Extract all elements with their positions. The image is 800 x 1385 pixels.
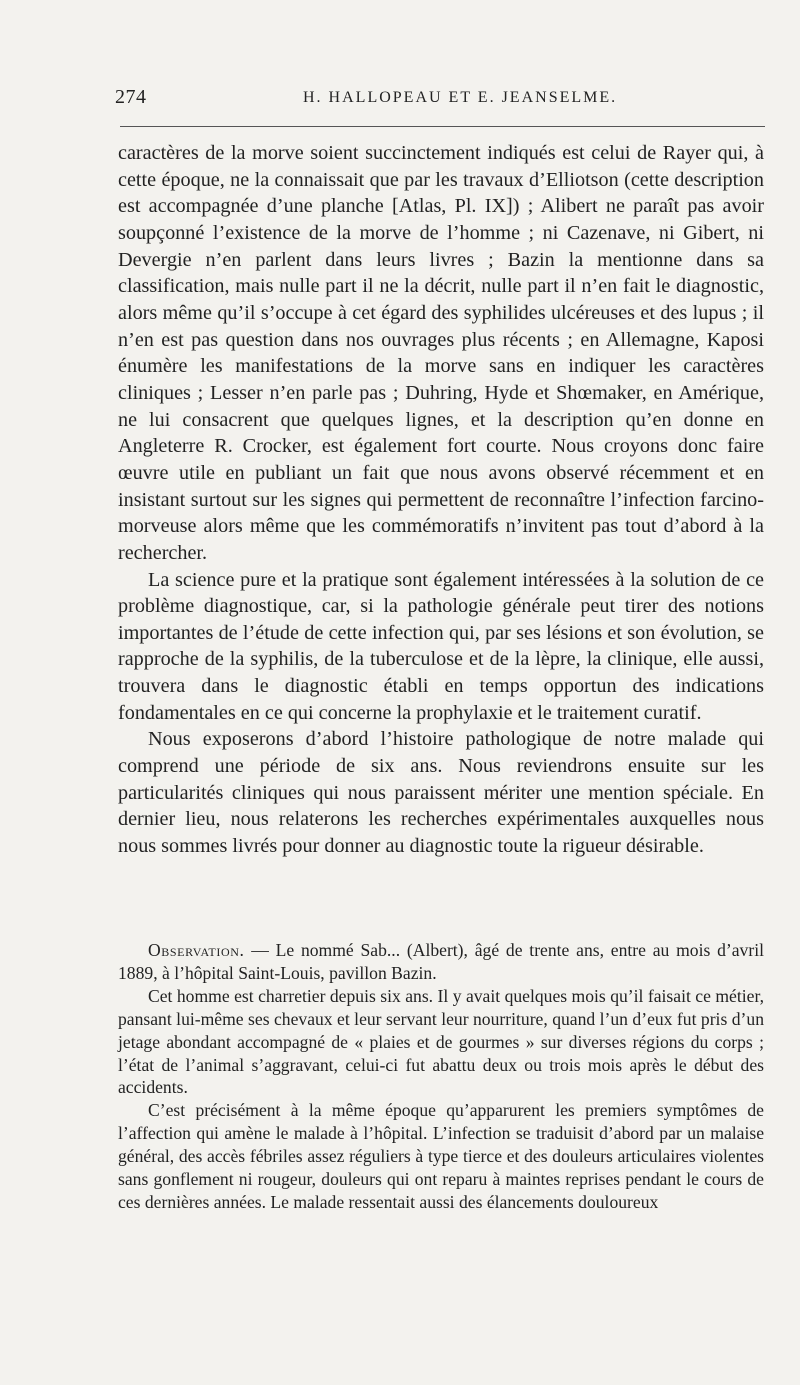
paragraph: La science pure et la pratique sont également intéressées à la solution de ce problème diagnostique, car, si la pathologie générale peut tirer des notions importantes de l’étude de cette infection qui, par ses lésions et son évolution, se rapproche de la syphilis, de la tuberculose et de la lèpre, la clinique, elle aussi, trouvera dans le diagnostic établi en temps opportun des indications fondamentales en ce qui concerne la prophylaxie et le traitement curatif. (118, 568, 764, 724)
page-number: 274 (115, 86, 147, 108)
paragraph: Nous exposerons d’abord l’histoire pathologique de notre malade qui comprend une période de six ans. Nous reviendrons ensuite sur les particularités cliniques qui nous paraissent mériter une mention spéciale. En dernier lieu, nous relaterons les recherches expérimentales auxquelles nous nous sommes livrés pour donner au diagnostic toute la rigueur désirable. (118, 728, 764, 858)
observation-label: Observation. (148, 940, 245, 960)
paragraph-continued: caractères de la morve soient succinctement indiqués est celui de Rayer qui, à cette époque, ne la connaissait que par les travaux d’Elliotson (cette description est accompagnée d’une planche [Atlas, Pl. IX]) ; Alibert ne paraît pas avoir soupçonné l’existence de la morve de l’homme ; ni Cazenave, ni Gibert, ni Devergie n’en parlent dans leurs livres ; Bazin la mentionne dans sa classification, mais nulle part il ne la décrit, nulle part il n’en fait le diagnostic, alors même qu’il s’occupe à cet égard des syphilides ulcéreuses et des lupus ; il n’en est pas question dans nos ouvrages plus récents ; en Allemagne, Kaposi énumère les manifestations de la morve sans en indiquer les caractères cliniques ; Lesser n’en parle pas ; Duhring, Hyde et Shœmaker, en Amérique, ne lui consacrent que quelques lignes, et la description qu’en donne en Angleterre R. Crocker, est également fort courte. Nous croyons donc faire œuvre utile en publiant un fait que nous avons observé récemment et en insistant surtout sur les signes qui permettent de reconnaître l’infection farcino-morveuse alors même que les commémoratifs n’invitent pas tout d’abord à la rechercher. (118, 142, 764, 564)
observation-intro (118, 939, 764, 985)
observation-intro-text: — Le nommé Sab... (Albert), âgé de trente ans, entre au mois d’avril 1889, à l’hôpital Saint-Louis, pavillon Bazin. (118, 940, 764, 983)
observation-paragraph: C’est précisément à la même époque qu’apparurent les premiers symptômes de l’affection qui amène le malade à l’hôpital. L’infection se traduisit d’abord par un malaise général, des accès fébriles assez réguliers à type tierce et des douleurs articulaires violentes sans gonflement ni rougeur, douleurs qui ont reparu à maintes reprises pendant le cours de ces dernières années. Le malade ressentait aussi des élancements douloureux (118, 1100, 764, 1212)
observation-section (118, 939, 764, 1214)
running-head: H. HALLOPEAU ET E. JEANSELME. (303, 89, 618, 106)
main-text (118, 140, 764, 860)
observation-paragraph: Cet homme est charretier depuis six ans. Il y avait quelques mois qu’il faisait ce métier, pansant lui-même ses chevaux et leur servant leur nourriture, quand l’un d’eux fut pris d’un jetage abondant accompagné de « plaies et de gourmes » sur diverses régions du corps ; l’état de l’animal s’aggravant, celui-ci fut abattu deux ou trois mois après le début des accidents. (118, 985, 764, 1098)
header-rule (120, 126, 765, 127)
page-header (115, 86, 765, 116)
